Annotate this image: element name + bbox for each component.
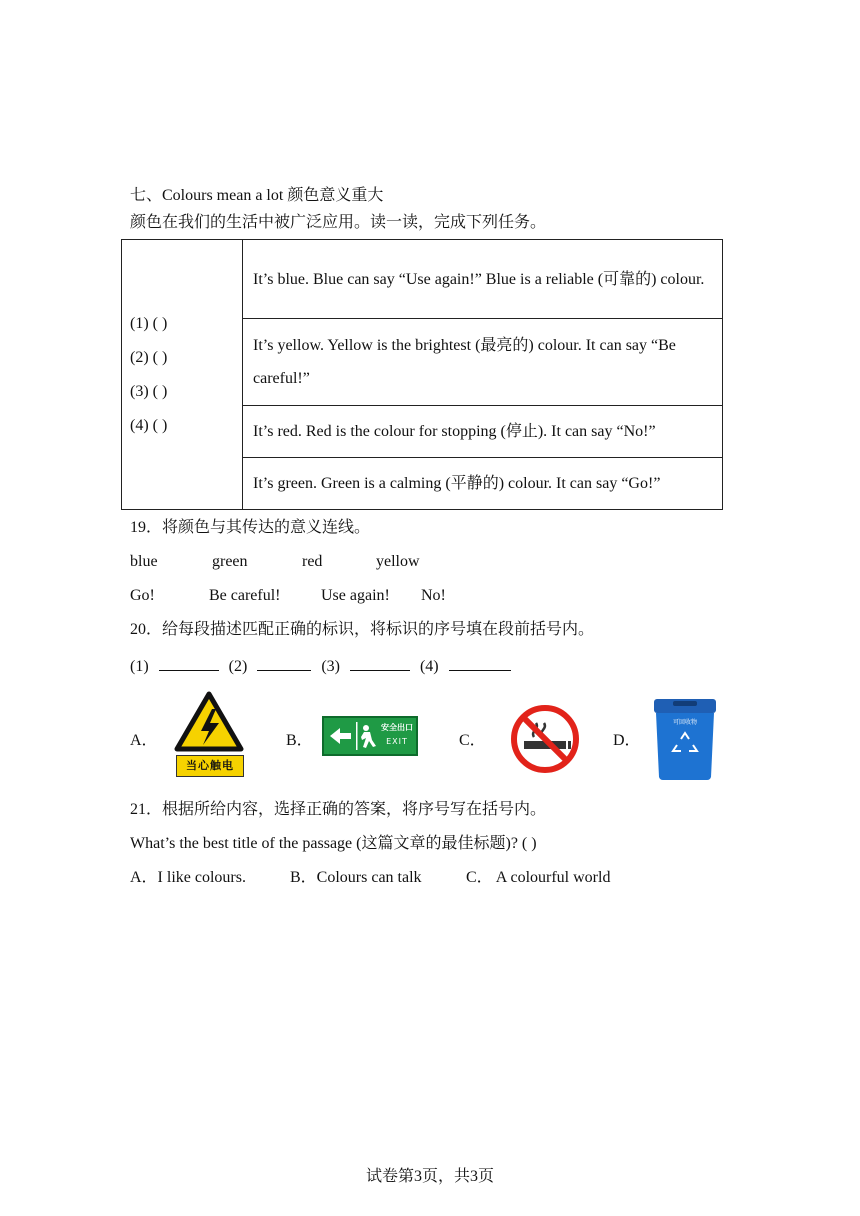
answer-blanks-cell [122, 240, 243, 510]
q20-blank-1[interactable] [159, 654, 219, 671]
option-a-letter: A． [130, 732, 158, 749]
colour-yellow[interactable]: yellow [376, 553, 420, 570]
q20-blank-3[interactable] [350, 654, 410, 671]
warning-triangle-icon [174, 691, 244, 753]
exit-label-cn: 安全出口 [381, 723, 413, 732]
no-smoking-sign [510, 704, 580, 774]
paragraph-yellow: It’s yellow. Yellow is the brightest (最亮的) colour. It can say “Be careful!” [243, 319, 723, 405]
paragraph-red: It’s red. Red is the colour for stopping (停止). It can say “No!” [243, 405, 723, 457]
recycling-bin-icon [651, 695, 719, 781]
electric-hazard-label: 当心触电 [176, 755, 244, 777]
exit-label-en: EXIT [386, 737, 408, 746]
choice-a[interactable]: A．I like colours. [130, 869, 246, 886]
q20-blank-2[interactable] [257, 654, 311, 671]
option-c-letter: C． [459, 732, 486, 749]
meaning-use-again[interactable]: Use again! [321, 587, 390, 604]
q20-label-1: (1) [130, 658, 149, 675]
option-d-letter: D． [613, 732, 641, 749]
q20-answer-line [130, 654, 511, 677]
paragraph-blue: It’s blue. Blue can say “Use again!” Blue is a reliable (可靠的) colour. [243, 240, 723, 319]
meaning-be-careful[interactable]: Be careful! [209, 587, 281, 604]
no-smoking-icon [510, 704, 580, 774]
q19-prompt: 19．将颜色与其传达的意义连线。 [130, 519, 371, 536]
option-b-letter: B． [286, 732, 313, 749]
q20-label-3: (3) [321, 658, 340, 675]
choice-b[interactable]: B．Colours can talk [290, 869, 422, 886]
recycling-bin [651, 695, 719, 781]
blank-4[interactable]: (4) ( ) [130, 416, 168, 434]
colour-blue[interactable]: blue [130, 553, 158, 570]
passage-table [121, 239, 723, 510]
q20-label-4: (4) [419, 658, 439, 675]
section-title: 七、Colours mean a lot 颜色意义重大 [130, 187, 384, 204]
section-intro: 颜色在我们的生活中被广泛应用。读一读，完成下列任务。 [130, 214, 547, 231]
meaning-no[interactable]: No! [421, 587, 446, 604]
blank-3[interactable]: (3) ( ) [130, 382, 168, 400]
colour-red[interactable]: red [302, 553, 323, 570]
q20-label-2: (2) [228, 658, 248, 675]
choice-c[interactable]: C． A colourful world [466, 869, 611, 886]
electric-hazard-sign [174, 691, 244, 779]
emergency-exit-sign [322, 716, 418, 756]
q21-prompt: 21．根据所给内容，选择正确的答案，将序号写在括号内。 [130, 801, 547, 818]
colour-green[interactable]: green [212, 553, 248, 570]
q20-blank-4[interactable] [449, 654, 511, 671]
q20-prompt: 20．给每段描述匹配正确的标识，将标识的序号填在段前括号内。 [130, 621, 595, 638]
blank-1[interactable]: (1) ( ) [130, 314, 168, 332]
blank-2[interactable]: (2) ( ) [130, 348, 168, 366]
meaning-go[interactable]: Go! [130, 587, 155, 604]
recycling-bin-label: 可回收物 [672, 719, 697, 726]
q21-question: What’s the best title of the passage (这篇文章的最佳标题)? ( ) [130, 835, 537, 852]
page-footer: 试卷第3页，共3页 [365, 1168, 494, 1185]
paragraph-green: It’s green. Green is a calming (平静的) colour. It can say “Go!” [243, 457, 723, 509]
